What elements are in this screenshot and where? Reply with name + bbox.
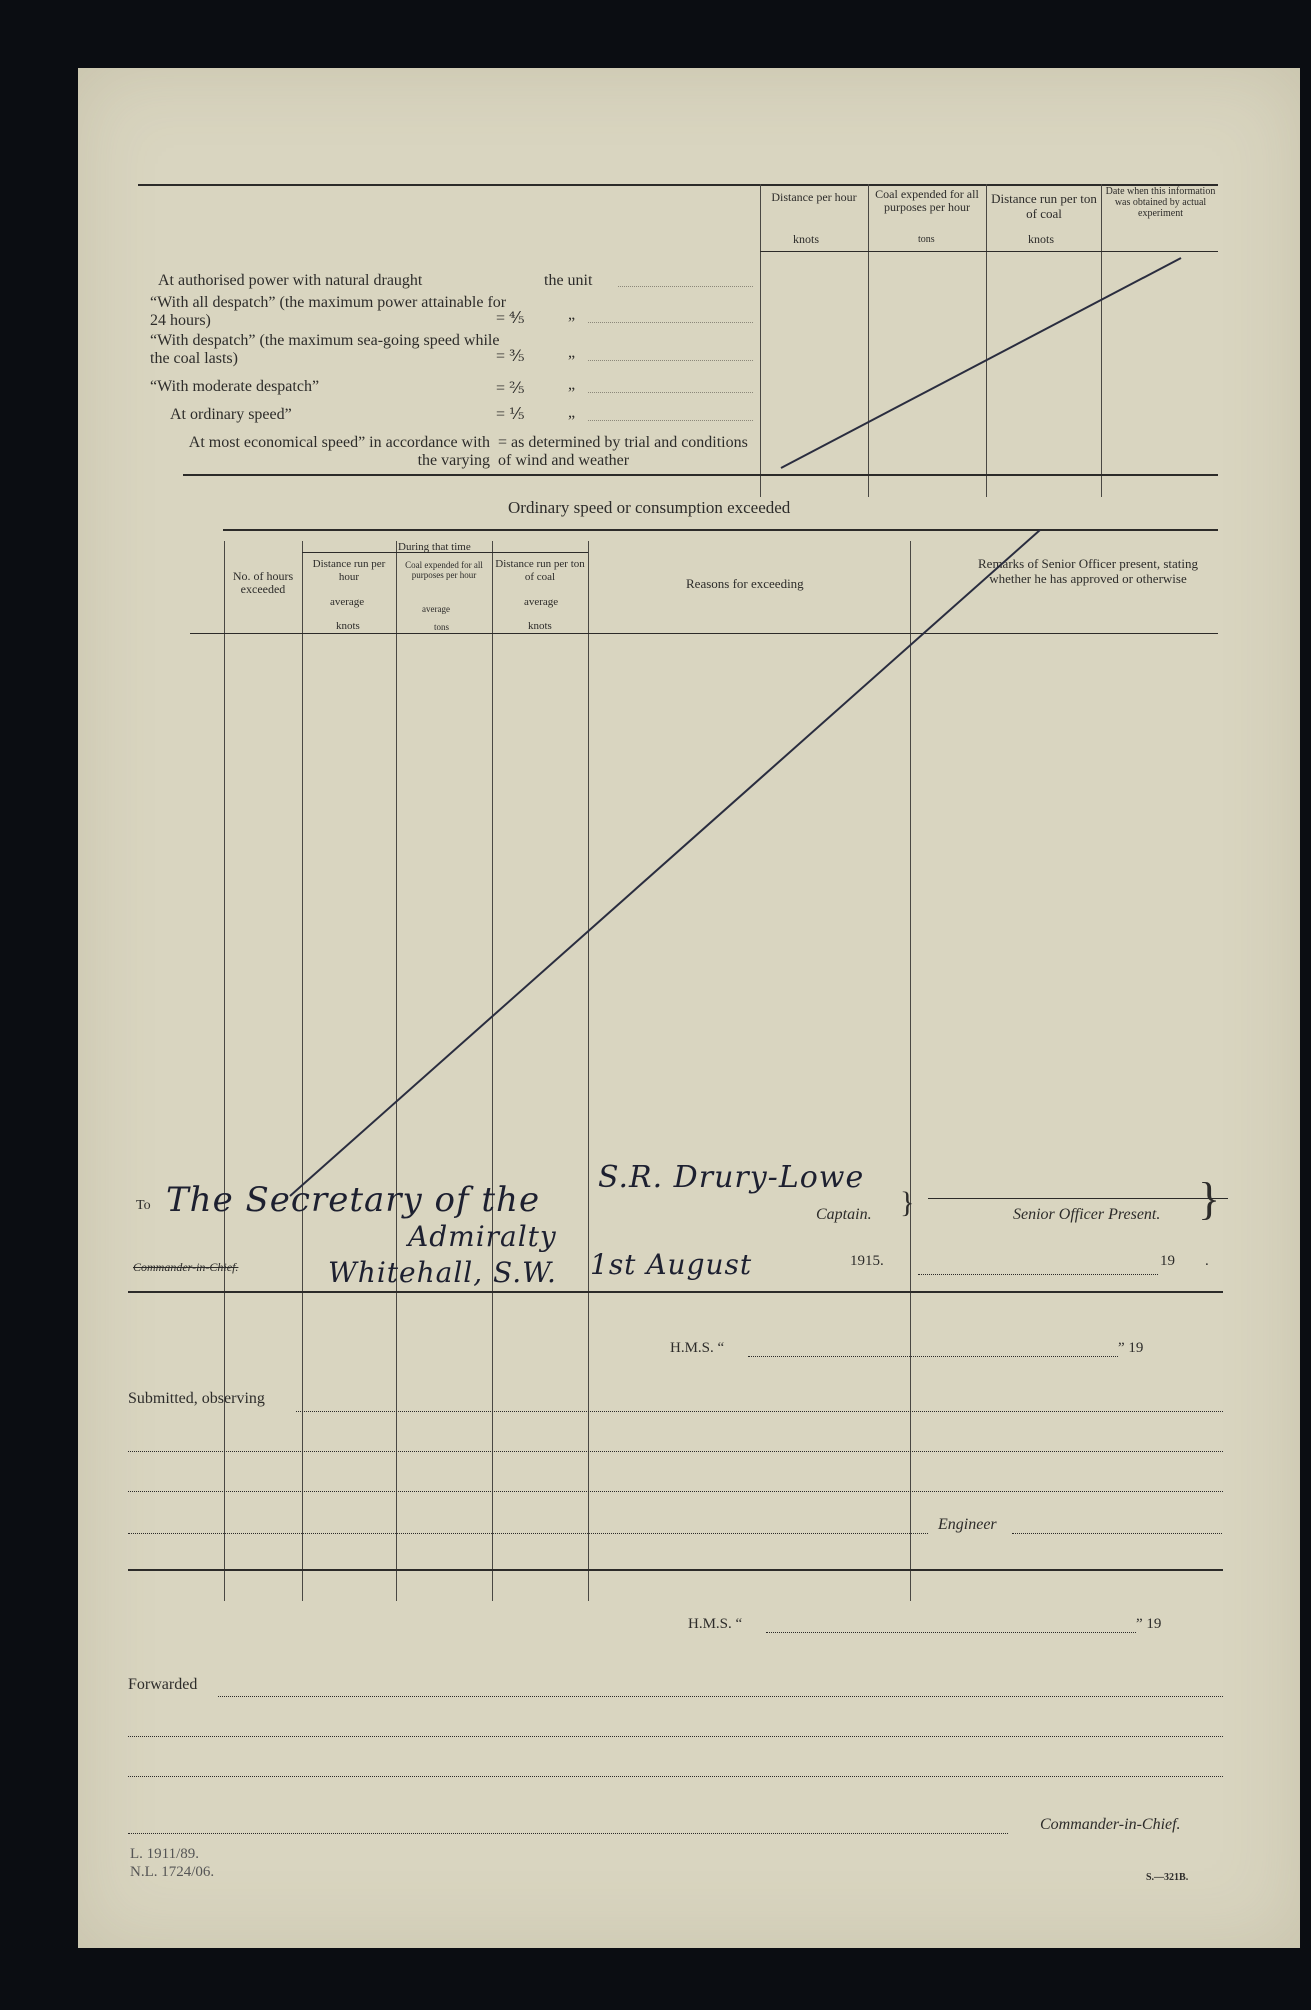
to-label: To [136,1198,151,1213]
handwritten-signature: S.R. Drury-Lowe [598,1160,865,1195]
cancellation-strokes [78,68,1300,1948]
row-label: At authorised power with natural draught [158,272,423,289]
year-captain: 1915. [850,1253,884,1269]
average-label: average [330,596,365,608]
row-fraction: = as determined by trial and conditions of wind and weather [498,434,748,469]
period: . [1205,1253,1209,1269]
row-label: “With moderate despatch” [150,378,320,395]
row-fraction: = ⅕ [496,406,525,423]
col-per-ton: Distance run per ton of coal [495,558,585,583]
col-hours: No. of hours exceeded [232,569,294,596]
brace: } [1198,1173,1221,1224]
senior-label: Senior Officer Present. [1013,1206,1161,1223]
cic-label: Commander-in-Chief. [1040,1816,1181,1833]
unit-knots: knots [793,232,820,246]
handwritten-address: Whitehall, S.W. [328,1256,557,1289]
footer-ref: L. 1911/89. [130,1846,200,1862]
row-label: “With despatch” (the maximum sea-going speed while the coal lasts) [150,332,500,367]
hms-end: ” 19 [1118,1340,1144,1356]
header-date: Date when this information was obtained by actual experiment [1105,186,1216,219]
during-label: During that time [398,541,471,553]
unit-tons: tons [434,622,450,632]
ditto-mark: „ [568,344,576,361]
captain-label: Captain. [816,1206,872,1223]
ditto-mark: „ [568,306,576,323]
year-senior: 19 [1160,1253,1175,1269]
unit-tons: tons [918,234,935,245]
row-label: “With all despatch” (the maximum power attainable for 24 hours) [150,294,507,329]
row-fraction: = ⅖ [496,380,525,397]
header-per-ton: Distance run per ton of coal [991,191,1097,221]
form-page [78,68,1300,1948]
row-fraction: the unit [544,272,593,289]
forwarded-label: Forwarded [128,1676,198,1693]
unit-knots: knots [336,620,360,632]
row-fraction: = ⅗ [496,348,525,365]
form-number: S.—321B. [1146,1872,1189,1883]
exceeded-title: Ordinary speed or consumption exceeded [508,498,791,517]
handwritten-addressee: Admiralty [408,1220,557,1253]
hms-end: ” 19 [1136,1616,1162,1632]
col-reasons: Reasons for exceeding [686,576,804,591]
handwritten-addressee: The Secretary of the [166,1180,541,1220]
row-label: At ordinary speed” [170,406,292,423]
engineer-label: Engineer [938,1516,997,1533]
hms-label: H.M.S. “ [688,1616,743,1632]
footer-ref: N.L. 1724/06. [130,1864,215,1880]
row-label: At most economical speed” in accordance with the varying [188,434,490,469]
average-label: average [422,604,450,614]
brace: } [900,1186,915,1219]
col-distance: Distance run per hour [312,558,386,583]
average-label: average [524,596,559,608]
header-distance: Distance per hour [771,190,857,204]
submitted-label: Submitted, observing [128,1390,265,1407]
handwritten-date: 1st August [590,1248,753,1281]
struck-commander: Commander-in-Chief. [133,1260,239,1274]
cancel-stroke-top [781,258,1181,468]
col-remarks: Remarks of Senior Officer present, stating whether he has approved or otherwise [978,556,1198,586]
unit-knots: knots [1028,232,1055,246]
ditto-mark: „ [568,376,576,393]
unit-knots: knots [528,620,552,632]
hms-label: H.M.S. “ [670,1340,725,1356]
col-coal: Coal expended for all purposes per hour [405,560,483,580]
row-fraction: = ⅘ [496,310,525,327]
cancel-stroke-main [290,530,1040,1196]
ditto-mark: „ [568,404,576,421]
header-coal: Coal expended for all purposes per hour [875,187,979,214]
